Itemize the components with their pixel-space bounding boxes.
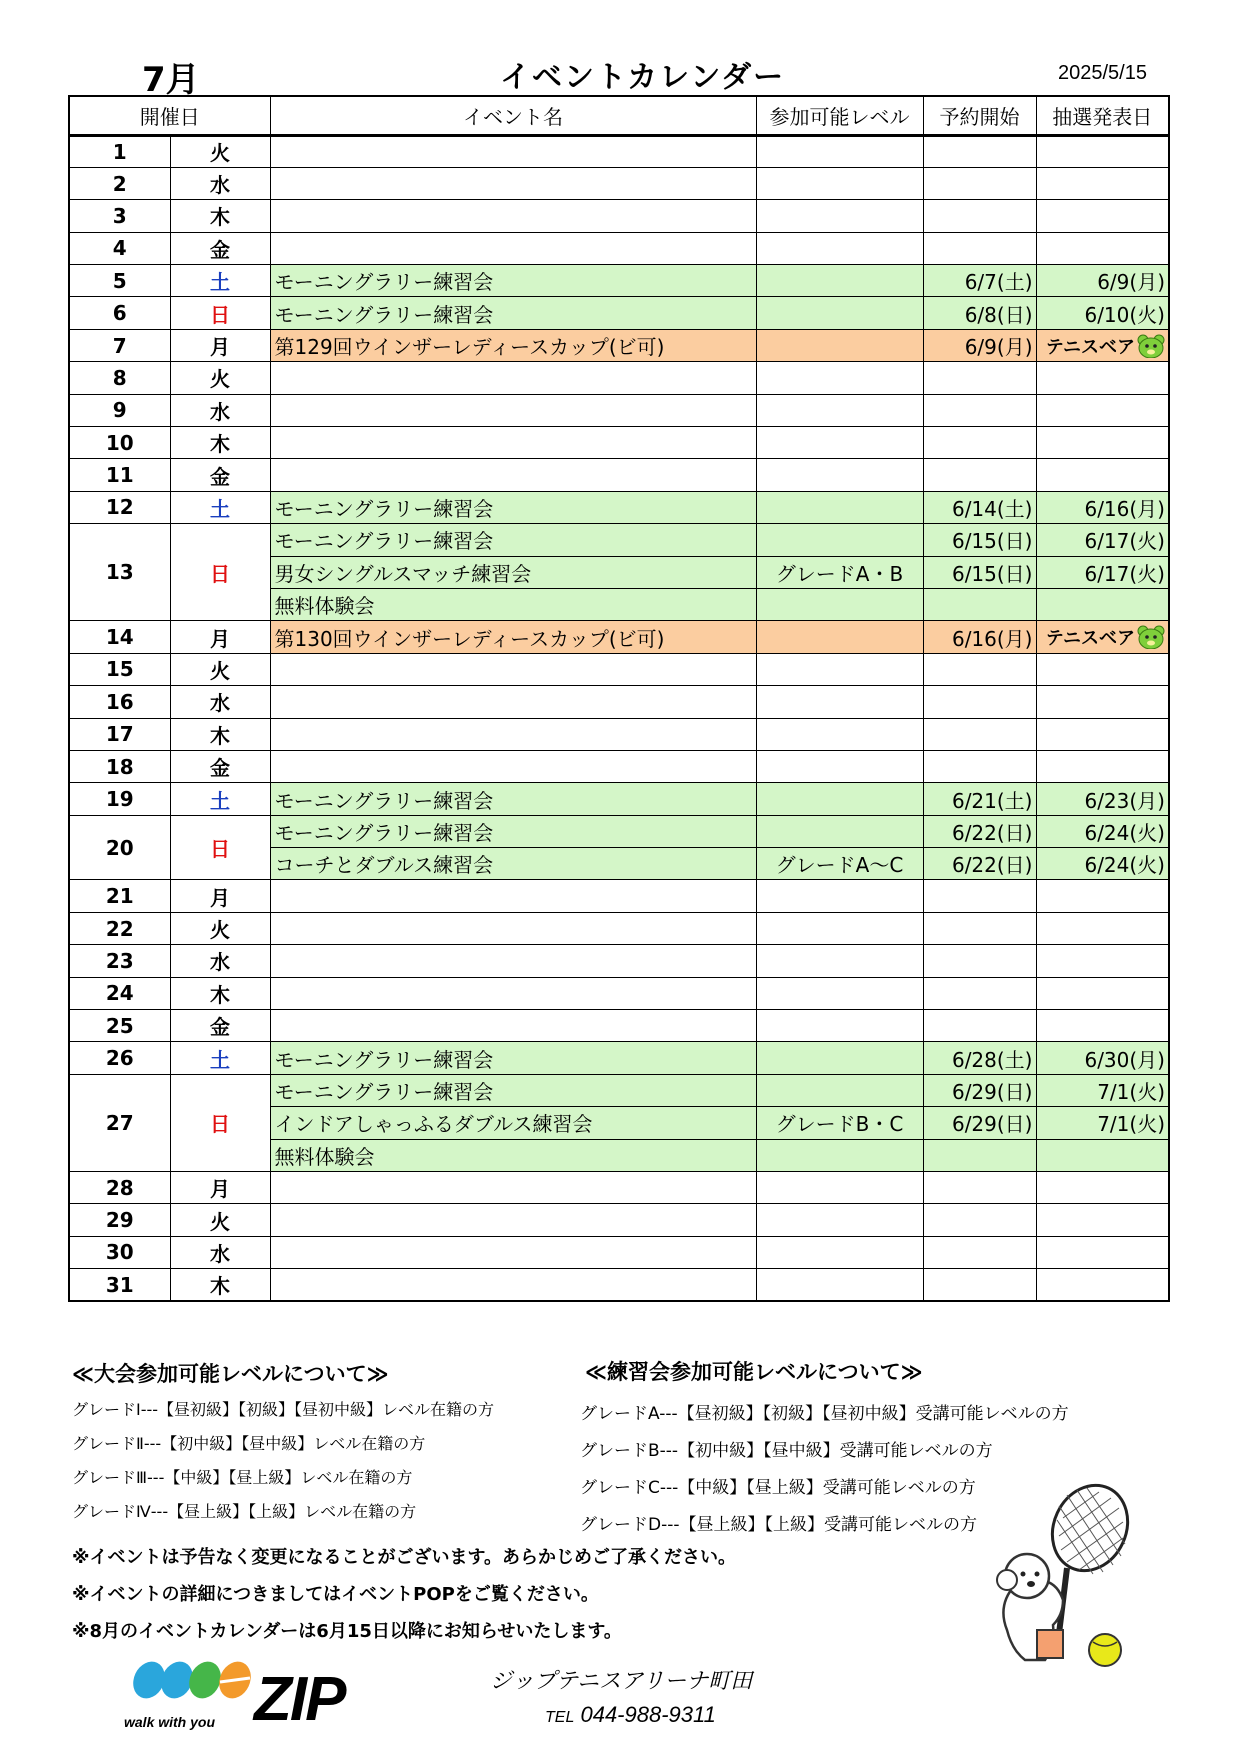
- event-name: 第129回ウインザーレディースカップ(ビ可): [270, 329, 756, 361]
- event-level: [756, 977, 923, 1009]
- day-number: 30: [69, 1236, 170, 1268]
- day-number: 3: [69, 200, 170, 232]
- table-row: [69, 297, 1169, 329]
- event-level: [756, 394, 923, 426]
- day-number: 2: [69, 167, 170, 199]
- event-name: モーニングラリー練習会: [270, 1042, 756, 1074]
- event-reserve-date: [923, 977, 1036, 1009]
- event-lottery-date: 6/24(火): [1036, 815, 1169, 847]
- event-reserve-date: 6/29(日): [923, 1074, 1036, 1106]
- event-reserve-date: [923, 1172, 1036, 1204]
- table-row: [69, 718, 1169, 750]
- event-reserve-date: [923, 232, 1036, 264]
- weekday: 火: [170, 1204, 270, 1236]
- day-number: 10: [69, 427, 170, 459]
- event-name: モーニングラリー練習会: [270, 265, 756, 297]
- page-title: イベントカレンダー: [500, 60, 786, 95]
- day-number: 25: [69, 1010, 170, 1042]
- event-lottery-date: [1036, 200, 1169, 232]
- issue-date: 2025/5/15: [1058, 62, 1147, 84]
- weekday: 土: [170, 1042, 270, 1074]
- event-lottery-date: [1036, 880, 1169, 912]
- table-row: [69, 1269, 1169, 1301]
- day-number: 22: [69, 912, 170, 944]
- day-number: 29: [69, 1204, 170, 1236]
- event-reserve-date: [923, 362, 1036, 394]
- weekday: 日: [170, 524, 270, 621]
- table-row: [69, 621, 1169, 653]
- day-number: 14: [69, 621, 170, 653]
- event-reserve-date: [923, 200, 1036, 232]
- event-lottery-date: [1036, 718, 1169, 750]
- event-level: [756, 1204, 923, 1236]
- legend-practice-title: ≪練習会参加可能レベルについて≫: [585, 1360, 923, 1384]
- event-lottery-date: 6/9(月): [1036, 265, 1169, 297]
- table-row: [69, 394, 1169, 426]
- table-row: [69, 167, 1169, 199]
- legend-tournament-item: グレードⅡ---【初中級】【昼中級】レベル在籍の方: [72, 1434, 426, 1453]
- day-number: 1: [69, 135, 170, 167]
- event-name: 無料体験会: [270, 1139, 756, 1171]
- event-reserve-date: [923, 718, 1036, 750]
- event-lottery-date: [1036, 362, 1169, 394]
- event-level: グレードB・C: [756, 1107, 923, 1139]
- event-level: [756, 653, 923, 685]
- event-reserve-date: 6/15(日): [923, 556, 1036, 588]
- weekday: 火: [170, 653, 270, 685]
- event-level: [756, 135, 923, 167]
- event-level: [756, 1042, 923, 1074]
- event-name: [270, 427, 756, 459]
- day-number: 26: [69, 1042, 170, 1074]
- day-number: 12: [69, 491, 170, 523]
- event-level: [756, 686, 923, 718]
- store-phone: [545, 1702, 716, 1728]
- event-name: [270, 977, 756, 1009]
- weekday: 月: [170, 880, 270, 912]
- event-lottery-date: [1036, 167, 1169, 199]
- weekday: 土: [170, 265, 270, 297]
- page-month: 7月: [142, 60, 200, 100]
- event-level: [756, 783, 923, 815]
- event-lottery-date: [1036, 1269, 1169, 1301]
- table-row: [69, 1204, 1169, 1236]
- weekday: 水: [170, 167, 270, 199]
- event-lottery-date: [1036, 653, 1169, 685]
- day-number: 7: [69, 329, 170, 361]
- weekday: 木: [170, 1269, 270, 1301]
- day-number: 18: [69, 750, 170, 782]
- legend-practice-item: グレードD---【昼上級】【上級】受講可能レベルの方: [580, 1515, 977, 1535]
- event-level: [756, 524, 923, 556]
- event-level: [756, 621, 923, 653]
- day-number: 8: [69, 362, 170, 394]
- tennis-bear-icon: [1137, 334, 1165, 358]
- event-lottery-date: [1036, 1236, 1169, 1268]
- col-header-day: 開催日: [69, 96, 270, 135]
- weekday: 日: [170, 815, 270, 880]
- tennis-bear-label: テニスベア: [1045, 336, 1135, 358]
- event-name: [270, 653, 756, 685]
- col-header-reserve: 予約開始: [923, 96, 1036, 135]
- weekday: 金: [170, 459, 270, 491]
- event-level: [756, 297, 923, 329]
- col-header-level: 参加可能レベル: [756, 96, 923, 135]
- event-lottery-date: 7/1(火): [1036, 1107, 1169, 1139]
- event-level: [756, 750, 923, 782]
- event-name: [270, 1204, 756, 1236]
- weekday: 日: [170, 297, 270, 329]
- table-row: [69, 491, 1169, 523]
- event-name: [270, 750, 756, 782]
- event-lottery-date: [1036, 588, 1169, 620]
- weekday: 火: [170, 135, 270, 167]
- event-reserve-date: 6/8(日): [923, 297, 1036, 329]
- event-level: [756, 880, 923, 912]
- table-row: [69, 1042, 1169, 1074]
- event-reserve-date: [923, 1236, 1036, 1268]
- table-row: [69, 1010, 1169, 1042]
- event-reserve-date: [923, 1269, 1036, 1301]
- event-level: [756, 815, 923, 847]
- event-name: [270, 232, 756, 264]
- day-number: 11: [69, 459, 170, 491]
- event-lottery-date: [1036, 1139, 1169, 1171]
- note-line: ※イベントの詳細につきましてはイベントPOPをご覧ください。: [72, 1584, 599, 1605]
- note-line: ※8月のイベントカレンダーは6月15日以降にお知らせいたします。: [72, 1621, 622, 1642]
- weekday: 火: [170, 362, 270, 394]
- table-row: [69, 783, 1169, 815]
- event-reserve-date: [923, 459, 1036, 491]
- table-row: [69, 1172, 1169, 1204]
- event-level: [756, 265, 923, 297]
- note-line: ※イベントは予告なく変更になることがございます。あらかじめご了承ください。: [72, 1547, 737, 1568]
- event-lottery-date: [1036, 135, 1169, 167]
- legend-tournament-title: ≪大会参加可能レベルについて≫: [72, 1362, 389, 1386]
- event-reserve-date: [923, 912, 1036, 944]
- weekday: 木: [170, 977, 270, 1009]
- day-number: 19: [69, 783, 170, 815]
- day-number: 5: [69, 265, 170, 297]
- table-row: [69, 329, 1169, 361]
- weekday: 火: [170, 912, 270, 944]
- event-name: [270, 686, 756, 718]
- event-lottery-date: 6/30(月): [1036, 1042, 1169, 1074]
- table-row: [69, 945, 1169, 977]
- event-name: [270, 945, 756, 977]
- event-name: モーニングラリー練習会: [270, 815, 756, 847]
- event-level: [756, 1010, 923, 1042]
- day-number: 20: [69, 815, 170, 880]
- weekday: 金: [170, 1010, 270, 1042]
- event-name: [270, 1236, 756, 1268]
- day-number: 16: [69, 686, 170, 718]
- event-reserve-date: [923, 750, 1036, 782]
- event-lottery-date: [1036, 394, 1169, 426]
- event-level: [756, 588, 923, 620]
- event-name: [270, 880, 756, 912]
- day-number: 4: [69, 232, 170, 264]
- weekday: 土: [170, 491, 270, 523]
- event-lottery-date: 6/17(火): [1036, 524, 1169, 556]
- weekday: 水: [170, 945, 270, 977]
- day-number: 15: [69, 653, 170, 685]
- event-name: [270, 200, 756, 232]
- event-lottery-date: [1036, 621, 1169, 653]
- tel-label: TEL: [545, 1709, 575, 1726]
- event-level: [756, 1074, 923, 1106]
- table-row: [69, 750, 1169, 782]
- table-row: [69, 977, 1169, 1009]
- event-level: [756, 912, 923, 944]
- event-lottery-date: 6/24(火): [1036, 848, 1169, 880]
- weekday: 月: [170, 1172, 270, 1204]
- event-name: インドアしゃっふるダブルス練習会: [270, 1107, 756, 1139]
- event-lottery-date: 7/1(火): [1036, 1074, 1169, 1106]
- event-level: [756, 1139, 923, 1171]
- event-reserve-date: 6/16(月): [923, 621, 1036, 653]
- weekday: 木: [170, 427, 270, 459]
- table-row: [69, 524, 1169, 556]
- event-reserve-date: [923, 945, 1036, 977]
- weekday: 月: [170, 621, 270, 653]
- event-level: [756, 200, 923, 232]
- event-name: [270, 167, 756, 199]
- event-level: [756, 167, 923, 199]
- event-reserve-date: 6/15(日): [923, 524, 1036, 556]
- day-number: 24: [69, 977, 170, 1009]
- event-reserve-date: 6/29(日): [923, 1107, 1036, 1139]
- day-number: 13: [69, 524, 170, 621]
- event-lottery-date: 6/10(火): [1036, 297, 1169, 329]
- event-name: 無料体験会: [270, 588, 756, 620]
- weekday: 木: [170, 718, 270, 750]
- event-reserve-date: [923, 588, 1036, 620]
- event-name: モーニングラリー練習会: [270, 524, 756, 556]
- logo-tagline: walk with you: [124, 1714, 216, 1730]
- event-lottery-date: [1036, 977, 1169, 1009]
- event-calendar-table: [68, 95, 1170, 1302]
- event-reserve-date: 6/14(土): [923, 491, 1036, 523]
- weekday: 木: [170, 200, 270, 232]
- logo-wordmark: ZIP: [254, 1665, 345, 1734]
- event-reserve-date: [923, 1010, 1036, 1042]
- table-row: [69, 1236, 1169, 1268]
- table-row: [69, 1074, 1169, 1106]
- day-number: 21: [69, 880, 170, 912]
- event-lottery-date: [1036, 329, 1169, 361]
- event-lottery-date: [1036, 912, 1169, 944]
- event-reserve-date: [923, 880, 1036, 912]
- event-lottery-date: [1036, 686, 1169, 718]
- event-name: [270, 362, 756, 394]
- dog-with-racket-illustration: [995, 1480, 1140, 1680]
- weekday: 月: [170, 329, 270, 361]
- event-name: モーニングラリー練習会: [270, 1074, 756, 1106]
- table-row: [69, 912, 1169, 944]
- event-reserve-date: [923, 427, 1036, 459]
- event-name: 第130回ウインザーレディースカップ(ビ可): [270, 621, 756, 653]
- event-reserve-date: [923, 653, 1036, 685]
- legend-practice-item: グレードC---【中級】【昼上級】受講可能レベルの方: [580, 1478, 976, 1498]
- event-level: グレードA・B: [756, 556, 923, 588]
- event-name: [270, 1269, 756, 1301]
- table-row: [69, 232, 1169, 264]
- event-reserve-date: [923, 167, 1036, 199]
- table-row: [69, 653, 1169, 685]
- event-name: モーニングラリー練習会: [270, 297, 756, 329]
- weekday: 水: [170, 1236, 270, 1268]
- table-row: [69, 362, 1169, 394]
- event-reserve-date: 6/22(日): [923, 815, 1036, 847]
- legend-tournament-item: グレードⅢ---【中級】【昼上級】レベル在籍の方: [72, 1468, 413, 1487]
- table-row: [69, 265, 1169, 297]
- event-level: [756, 491, 923, 523]
- day-number: 28: [69, 1172, 170, 1204]
- zip-logo: [124, 1660, 394, 1742]
- weekday: 水: [170, 686, 270, 718]
- weekday: 土: [170, 783, 270, 815]
- event-reserve-date: 6/7(土): [923, 265, 1036, 297]
- table-row: [69, 880, 1169, 912]
- event-lottery-date: [1036, 459, 1169, 491]
- event-reserve-date: 6/28(土): [923, 1042, 1036, 1074]
- event-level: [756, 718, 923, 750]
- event-lottery-date: [1036, 1010, 1169, 1042]
- event-name: [270, 135, 756, 167]
- event-name: 男女シングルスマッチ練習会: [270, 556, 756, 588]
- day-number: 6: [69, 297, 170, 329]
- event-lottery-date: 6/23(月): [1036, 783, 1169, 815]
- weekday: 日: [170, 1074, 270, 1171]
- table-row: [69, 815, 1169, 847]
- event-name: [270, 459, 756, 491]
- event-reserve-date: [923, 1204, 1036, 1236]
- event-name: モーニングラリー練習会: [270, 491, 756, 523]
- legend-practice-item: グレードA---【昼初級】【初級】【昼初中級】受講可能レベルの方: [580, 1404, 1069, 1424]
- event-reserve-date: 6/21(土): [923, 783, 1036, 815]
- event-name: [270, 1172, 756, 1204]
- event-lottery-date: 6/16(月): [1036, 491, 1169, 523]
- event-lottery-date: [1036, 750, 1169, 782]
- event-name: コーチとダブルス練習会: [270, 848, 756, 880]
- day-number: 31: [69, 1269, 170, 1301]
- event-level: [756, 1236, 923, 1268]
- event-level: [756, 945, 923, 977]
- event-reserve-date: [923, 1139, 1036, 1171]
- weekday: 水: [170, 394, 270, 426]
- event-level: [756, 329, 923, 361]
- weekday: 金: [170, 232, 270, 264]
- event-reserve-date: [923, 686, 1036, 718]
- event-name: [270, 394, 756, 426]
- event-level: グレードA～C: [756, 848, 923, 880]
- event-lottery-date: 6/17(火): [1036, 556, 1169, 588]
- event-reserve-date: [923, 135, 1036, 167]
- col-header-event: イベント名: [270, 96, 756, 135]
- event-reserve-date: 6/22(日): [923, 848, 1036, 880]
- event-reserve-date: [923, 394, 1036, 426]
- event-lottery-date: [1036, 945, 1169, 977]
- table-header-row: [69, 96, 1169, 135]
- store-name: ジップテニスアリーナ町田: [490, 1668, 753, 1693]
- event-lottery-date: [1036, 232, 1169, 264]
- event-level: [756, 362, 923, 394]
- day-number: 17: [69, 718, 170, 750]
- day-number: 9: [69, 394, 170, 426]
- day-number: 23: [69, 945, 170, 977]
- event-level: [756, 232, 923, 264]
- event-level: [756, 427, 923, 459]
- table-row: [69, 200, 1169, 232]
- event-level: [756, 1172, 923, 1204]
- event-lottery-date: [1036, 1172, 1169, 1204]
- tel-number: 044-988-9311: [580, 1702, 716, 1727]
- event-name: [270, 718, 756, 750]
- day-number: 27: [69, 1074, 170, 1171]
- table-row: [69, 686, 1169, 718]
- event-reserve-date: 6/9(月): [923, 329, 1036, 361]
- legend-practice-item: グレードB---【初中級】【昼中級】受講可能レベルの方: [580, 1441, 993, 1461]
- event-name: [270, 912, 756, 944]
- event-lottery-date: [1036, 427, 1169, 459]
- table-row: [69, 135, 1169, 167]
- weekday: 金: [170, 750, 270, 782]
- legend-tournament-item: グレードⅠ---【昼初級】【初級】【昼初中級】レベル在籍の方: [72, 1400, 495, 1419]
- event-lottery-date: [1036, 1204, 1169, 1236]
- table-row: [69, 427, 1169, 459]
- event-name: モーニングラリー練習会: [270, 783, 756, 815]
- event-level: [756, 459, 923, 491]
- legend-tournament-item: グレードⅣ---【昼上級】【上級】レベル在籍の方: [72, 1502, 417, 1521]
- tennis-bear-label: テニスベア: [1045, 628, 1135, 650]
- table-row: [69, 459, 1169, 491]
- event-name: [270, 1010, 756, 1042]
- tennis-bear-icon: [1137, 625, 1165, 649]
- event-level: [756, 1269, 923, 1301]
- col-header-lottery: 抽選発表日: [1036, 96, 1169, 135]
